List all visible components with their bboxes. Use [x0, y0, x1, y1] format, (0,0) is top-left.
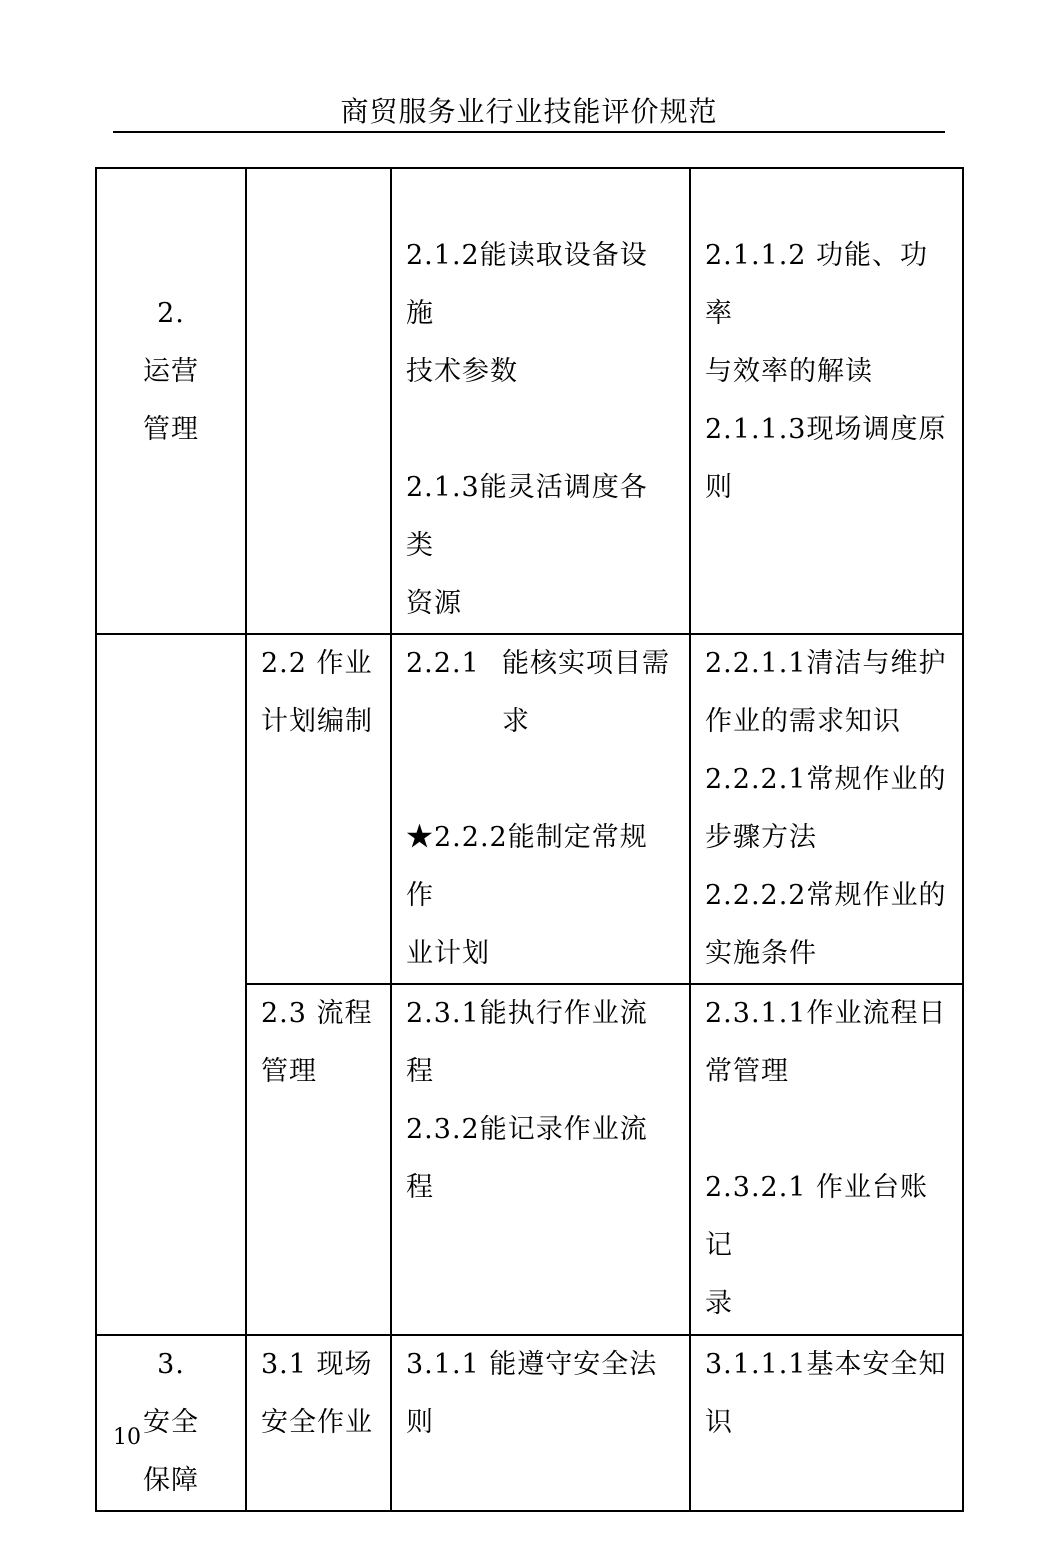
domain-number: 2. [157, 298, 185, 329]
page-number: 10 [113, 1425, 141, 1450]
skill-cell [391, 1335, 690, 1511]
domain-number: 3. [157, 1349, 185, 1380]
domain-label: 运营 [143, 356, 199, 387]
knowledge-text: 2.3.2.1 作业台账记 [705, 1172, 929, 1261]
knowledge-text: 2.2.2.2常规作业的 [705, 880, 947, 911]
knowledge-text: 2.2.1.1清洁与维护 [705, 648, 947, 679]
domain-label: 管理 [143, 414, 199, 445]
spacer [705, 1101, 948, 1159]
domain-cell [96, 1335, 246, 1511]
unit-cell [246, 984, 391, 1335]
table-row [96, 1335, 963, 1511]
knowledge-text: 录 [705, 1288, 733, 1319]
skill-text: 能核实项目需 [502, 648, 670, 679]
domain-cell [96, 168, 246, 634]
knowledge-text: 常管理 [705, 1056, 789, 1087]
page-header-title: 商贸服务业行业技能评价规范 [340, 95, 718, 128]
spacer [406, 751, 675, 809]
domain-label: 安全 [143, 1407, 199, 1438]
knowledge-cell [690, 168, 963, 634]
knowledge-text: 实施条件 [705, 938, 817, 969]
knowledge-text: 3.1.1.1基本安全知 [705, 1349, 947, 1380]
unit-cell [246, 634, 391, 984]
skill-cell [391, 168, 690, 634]
skill-text: 2.3.2能记录作业流程 [406, 1114, 648, 1203]
skill-hanging-text [502, 635, 672, 751]
knowledge-text: 2.1.1.2 功能、功率 [705, 240, 929, 329]
unit-text: 2.2 作业 [261, 648, 373, 679]
skill-text: 资源 [406, 588, 462, 619]
unit-text: 计划编制 [261, 706, 373, 737]
table-row [96, 168, 963, 634]
skill-cell [391, 634, 690, 984]
knowledge-text: 2.3.1.1作业流程日 [705, 998, 947, 1029]
skill-text: 业计划 [406, 938, 490, 969]
unit-text: 安全作业 [261, 1407, 373, 1438]
unit-cell [246, 168, 391, 634]
domain-cell [96, 634, 246, 984]
knowledge-text: 2.1.1.3现场调度原 [705, 414, 947, 445]
knowledge-text: 步骤方法 [705, 822, 817, 853]
table-row [96, 984, 963, 1335]
domain-cell [96, 984, 246, 1335]
skill-text: 则 [406, 1407, 434, 1438]
unit-text: 3.1 现场 [261, 1349, 373, 1380]
unit-text: 2.3 流程 [261, 998, 373, 1029]
skill-code: 2.2.1 [406, 648, 480, 679]
skill-spec-table [95, 167, 964, 1512]
skill-text: 2.1.2能读取设备设施 [406, 240, 648, 329]
domain-label: 保障 [143, 1465, 199, 1496]
header-divider [113, 131, 945, 133]
knowledge-cell [690, 1335, 963, 1511]
spacer [406, 401, 675, 459]
skill-cell [391, 984, 690, 1335]
unit-cell [246, 1335, 391, 1511]
skill-text: 技术参数 [406, 356, 518, 387]
skill-text: ★2.2.2能制定常规作 [406, 822, 648, 911]
knowledge-text: 作业的需求知识 [705, 706, 901, 737]
knowledge-cell [690, 634, 963, 984]
skill-text: 3.1.1 能遵守安全法 [406, 1349, 658, 1380]
skill-text: 2.1.3能灵活调度各类 [406, 472, 648, 561]
table-row [96, 634, 963, 984]
knowledge-text: 则 [705, 472, 733, 503]
skill-text: 求 [502, 706, 530, 737]
knowledge-text: 与效率的解读 [705, 356, 873, 387]
knowledge-text: 2.2.2.1常规作业的 [705, 764, 947, 795]
knowledge-text: 识 [705, 1407, 733, 1438]
skill-text: 2.3.1能执行作业流程 [406, 998, 648, 1087]
unit-text: 管理 [261, 1056, 317, 1087]
knowledge-cell [690, 984, 963, 1335]
